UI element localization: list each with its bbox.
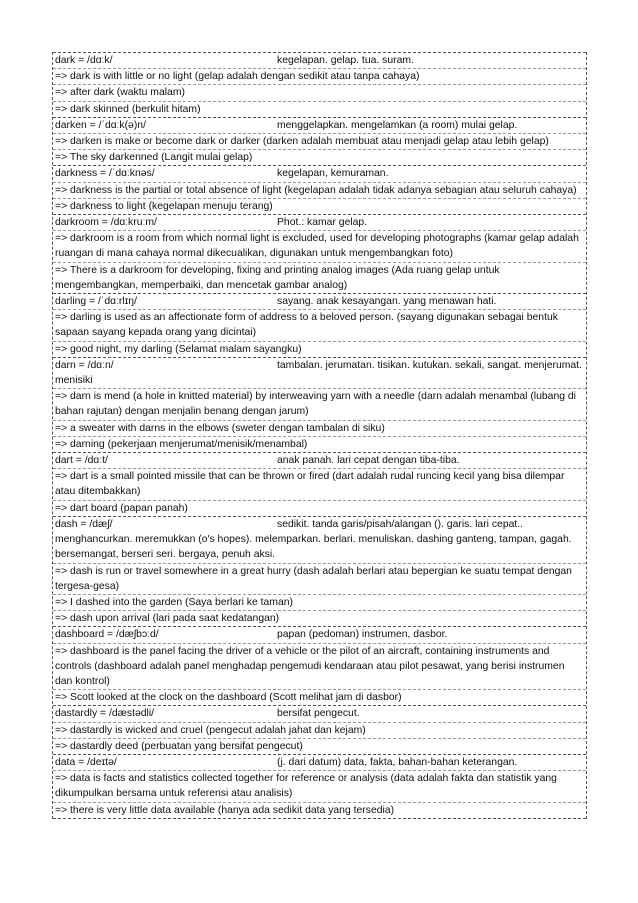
- entry-headline: [53, 706, 586, 722]
- entry-headline: [53, 118, 586, 134]
- headword-pronunciation: darn = /dɑːn/: [55, 359, 114, 371]
- definition-line: => dashboard is the panel facing the driver of a vehicle or the pilot of an aircraft, containing instruments and controls (dashboard adalah panel menghadap pengemudi kendaraan atau pilot pesawat, yang berisi instrumen dan kontrol): [53, 644, 586, 691]
- headword-pronunciation: dart = /dɑːt/: [55, 455, 108, 467]
- dictionary-entry: [53, 117, 586, 166]
- translation: menggelapkan. mengelamkan (a room) mulai gelap.: [277, 119, 518, 131]
- entry-headline: [53, 517, 586, 564]
- headword-pronunciation: darken = /ˈdɑːk(ə)n/: [55, 119, 146, 131]
- headword-pronunciation: dastardly = /dæstədli/: [55, 708, 155, 720]
- translation: sayang. anak kesayangan. yang menawan hati.: [277, 296, 497, 308]
- definition-line: => data is facts and statistics collected together for reference or analysis (data adalah fakta dan statistik yang dikumpulkan bersama untuk referensi atau analisis): [53, 771, 586, 802]
- example-line: => darning (pekerjaan menjerumat/menisik/menambal): [55, 438, 308, 450]
- translation: kegelapan. gelap. tua. suram.: [277, 55, 414, 66]
- definition-line: => darkness is the partial or total absence of light (kegelapan adalah tidak adanya sebagian atau seluruh cahaya): [53, 183, 586, 199]
- example-line: => after dark (waktu malam): [53, 85, 586, 101]
- entry-headline: [53, 755, 586, 771]
- example-line: => darkness to light (kegelapan menuju terang): [55, 200, 273, 212]
- dictionary-entry: [53, 516, 586, 626]
- translation: tambalan. jerumatan. tisikan. kutukan. sekali, sangat. menjerumat. menisiki: [55, 359, 582, 387]
- example-line: => Scott looked at the clock on the dashboard (Scott melihat jam di dasbor): [55, 692, 402, 704]
- translation: Phot.: kamar gelap.: [277, 217, 368, 229]
- translation: bersifat pengecut.: [277, 708, 360, 720]
- definition-line: => darkroom is a room from which normal light is excluded, used for developing photographs (kamar gelap adalah ruangan di mana cahaya normal dikecualikan, digunakan untuk mengembangkan foto): [53, 231, 586, 262]
- dictionary-entry: [53, 357, 586, 452]
- definition-line: => darken is make or become dark or darker (darken adalah membuat atau menjadi gelap atau lebih gelap): [53, 134, 586, 150]
- entry-headline: [53, 215, 586, 231]
- example-line: => good night, my darling (Selamat malam sayangku): [55, 343, 302, 355]
- dictionary-entry: [53, 52, 586, 117]
- definition-line: => darling is used as an affectionate form of address to a beloved person. (sayang digunakan sebagai bentuk sapaan sayang kepada orang yang dicintai): [53, 310, 586, 341]
- dictionary-entry: [53, 293, 586, 357]
- entry-headline: [53, 358, 586, 389]
- entry-headline: [53, 453, 586, 469]
- dictionary-entry: [53, 165, 586, 214]
- headword-pronunciation: dash = /dæʃ/: [55, 518, 113, 530]
- definition-line: => dark is with little or no light (gelap adalah dengan sedikit atau tanpa cahaya): [53, 69, 586, 85]
- definition-line: => dastardly is wicked and cruel (pengecut adalah jahat dan kejam): [53, 723, 586, 739]
- headword-pronunciation: dashboard = /dæʃbɔːd/: [55, 629, 159, 641]
- example-line: => I dashed into the garden (Saya berlari ke taman): [53, 595, 586, 611]
- dictionary-entry: [53, 705, 586, 754]
- dictionary-entry: [53, 214, 586, 293]
- example-line: => The sky darkenned (Langit mulai gelap): [55, 152, 253, 164]
- translation: papan (pedoman) instrumen, dasbor.: [277, 629, 448, 641]
- example-line: => There is a darkroom for developing, fixing and printing analog images (Ada ruang gelap untuk mengembangkan, memperbaiki, dan mencetak gambar analog): [55, 264, 500, 291]
- definition-line: => darn is mend (a hole in knitted material) by interweaving yarn with a needle (darn adalah menambal (lubang di bahan rajutan) dengan menjalin benang dengan jarum): [53, 389, 586, 420]
- dictionary-entry: [53, 754, 586, 819]
- headword-pronunciation: data = /deɪtə/: [55, 756, 117, 768]
- dictionary-entry: [53, 452, 586, 516]
- example-line: => dart board (papan panah): [55, 502, 188, 514]
- example-line: => dark skinned (berkulit hitam): [55, 103, 201, 115]
- example-line: => dastardly deed (perbuatan yang bersifat pengecut): [55, 740, 303, 752]
- definition-line: => dart is a small pointed missile that can be thrown or fired (dart adalah rudal runcing kecil yang bisa dilempar atau ditembakkan): [53, 469, 586, 500]
- headword-pronunciation: darling = /ˈdɑːrlɪŋ/: [55, 296, 137, 308]
- entry-headline: [53, 294, 586, 310]
- example-line: => dash upon arrival (lari pada saat kedatangan): [55, 613, 280, 625]
- headword-pronunciation: darkroom = /dɑːkruːm/: [55, 217, 157, 229]
- entry-headline: [53, 166, 586, 182]
- dictionary-entry: [53, 626, 586, 705]
- translation: (j. dari datum) data, fakta, bahan-bahan keterangan.: [277, 756, 518, 768]
- headword-pronunciation: dark = /dɑːk/: [55, 55, 113, 66]
- entry-headline: [53, 627, 586, 643]
- dictionary-sheet: [52, 52, 587, 819]
- translation: anak panah. lari cepat dengan tiba-tiba.: [277, 455, 460, 467]
- example-line: => a sweater with darns in the elbows (sweter dengan tambalan di siku): [53, 421, 586, 437]
- translation: sedikit. tanda garis/pisah/alangan (). garis. lari cepat.. menghancurkan. meremukkan (o's hopes). melemparkan. berlari. menuliskan. dashing ganteng, tampan, gagah. bersemangat, berseri seri. bergaya, penuh aksi.: [55, 518, 572, 561]
- entry-headline: [53, 53, 586, 69]
- translation: kegelapan, kemuraman.: [277, 168, 389, 180]
- example-line: => there is very little data available (hanya ada sedikit data yang tersedia): [55, 804, 395, 816]
- definition-line: => dash is run or travel somewhere in a great hurry (dash adalah berlari atau bepergian ke suatu tempat dengan tergesa-gesa): [53, 564, 586, 595]
- headword-pronunciation: darkness = /ˈdɑːknəs/: [55, 168, 155, 180]
